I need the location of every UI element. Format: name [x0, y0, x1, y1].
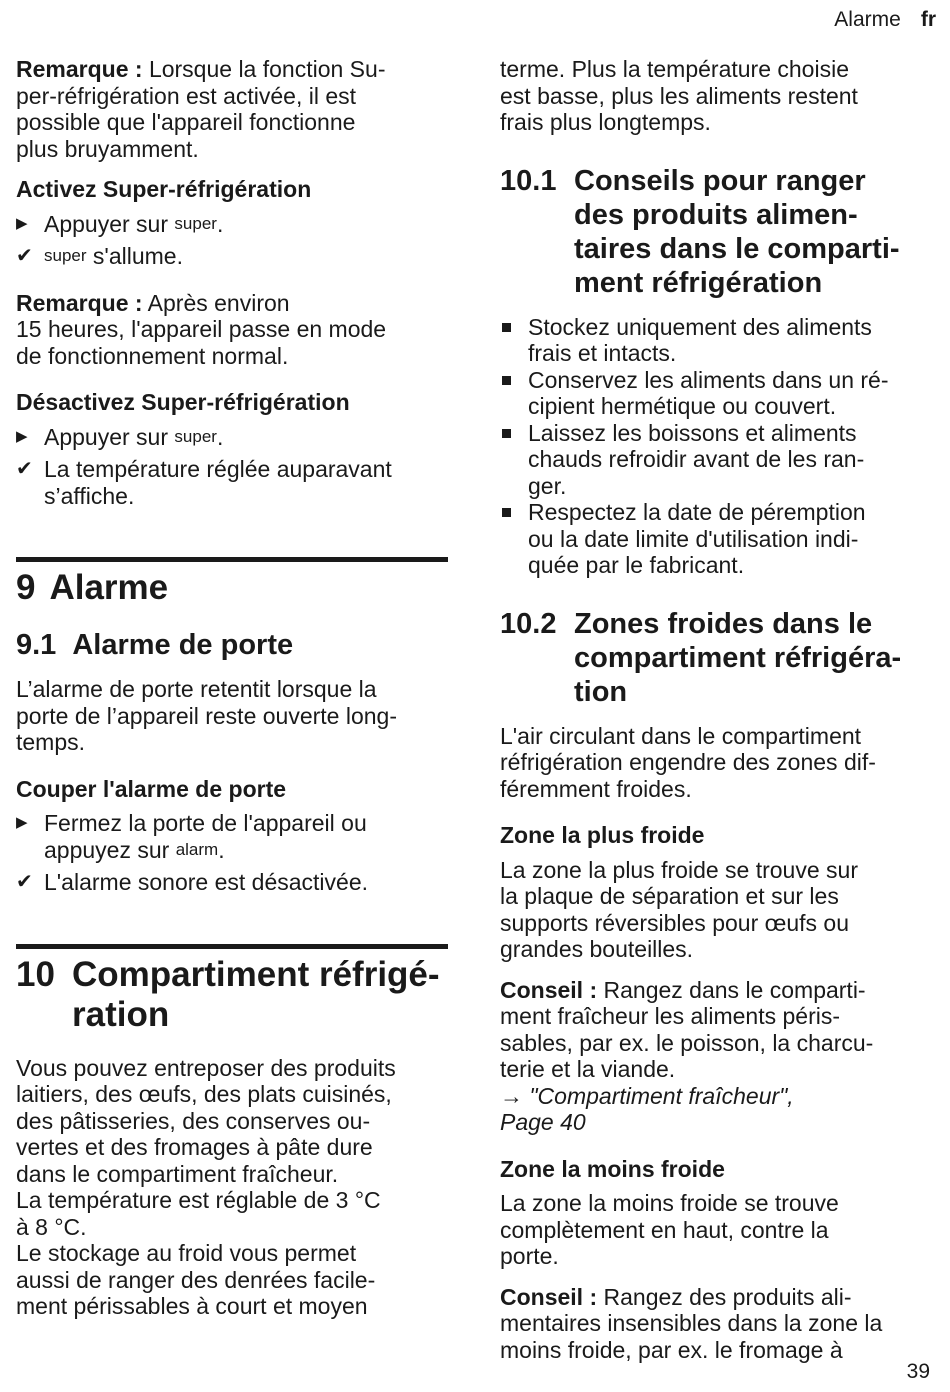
play-arrow-icon: ▶ — [16, 214, 28, 232]
step-item: ▶ Fermez la porte de l'appareil ou appuyez sur alarm. — [16, 810, 367, 863]
alarm-key-label: alarm — [175, 839, 219, 859]
result-item: ✔ L'alarme sonore est désactivée. — [16, 869, 369, 895]
left-column — [16, 56, 448, 1320]
result-item: ✔ La température réglée auparavant s’affiche. — [16, 456, 392, 509]
play-arrow-icon: ▶ — [16, 814, 28, 831]
stop-alarm-steps — [16, 810, 448, 896]
checkmark-icon: ✔ — [16, 245, 33, 267]
super-key-label: super — [174, 426, 217, 446]
list-item: Stockez uniquement des aliments frais et intacts. — [500, 314, 935, 367]
step-item: ▶ Appuyer sur super. — [16, 210, 224, 237]
chapter-10-text-continued: terme. Plus la température choisie est basse, plus les aliments restent frais plus longtemps. — [500, 56, 858, 135]
remark-duration: Remarque : Après environ 15 heures, l'appareil passe en mode de fonctionnement normal. — [16, 289, 387, 369]
right-arrow-icon: → — [500, 1082, 523, 1109]
deactivate-steps — [16, 424, 448, 510]
section-10-1-heading: 10.1 Conseils pour ranger des produits alimen- taires dans le comparti- ment réfrigération — [500, 164, 900, 299]
coldest-zone-heading: Zone la plus froide — [500, 822, 705, 848]
checkmark-icon: ✔ — [16, 871, 33, 893]
tip-fresh-compartment: Conseil : Rangez dans le comparti- ment fraîcheur les aliments péris- sables, par ex. le poisson, la charcu- terie et la viande. → "Compartiment fraîcheur", Page 40 — [500, 976, 874, 1135]
chapter-10-text: Vous pouvez entreposer des produits laitiers, des œufs, des plats cuisinés, des pâtisseries, des conserves ou- vertes et des fromages à pâte dure dans le compartiment fraîcheur. La température est réglable de 3 °C à 8 °C. Le stockage au froid vous permet aussi de ranger des denrées facile- ment périssables à court et moyen — [16, 1054, 396, 1319]
list-item: Conservez les aliments dans un ré- cipient hermétique ou couvert. — [500, 367, 935, 420]
page-number: 39 — [906, 1360, 930, 1383]
square-bullet-icon — [502, 508, 511, 517]
remark-super-cooling: Remarque : Lorsque la fonction Su- per-réfrigération est activée, il est possible que l'appareil fonctionne plus bruyamment. — [16, 56, 386, 162]
square-bullet-icon — [502, 323, 511, 332]
list-item: Respectez la date de péremption ou la date limite d'utilisation indi- quée par le fabricant. — [500, 499, 935, 579]
stop-alarm-heading: Couper l'alarme de porte — [16, 775, 287, 802]
section-9-1-text: L’alarme de porte retentit lorsque la porte de l’appareil reste ouverte long- temps. — [16, 676, 398, 755]
play-arrow-icon: ▶ — [16, 427, 28, 445]
step-item: ▶ Appuyer sur super. — [16, 423, 224, 450]
super-key-label: super — [44, 246, 87, 265]
least-cold-zone-heading: Zone la moins froide — [500, 1155, 725, 1182]
section-10-2-heading: 10.2 Zones froides dans le compartiment réfrigéra- tion — [500, 607, 902, 708]
least-cold-zone-text: La zone la moins froide se trouve complètement en haut, contre la porte. — [500, 1190, 839, 1269]
header-section: Alarme — [834, 8, 901, 31]
chapter-rule — [16, 557, 448, 562]
section-10-2-text: L'air circulant dans le compartiment réfrigération engendre des zones dif- féremment froides. — [500, 722, 876, 802]
page-header — [834, 8, 936, 32]
header-language: fr — [920, 8, 936, 31]
square-bullet-icon — [502, 429, 511, 438]
tip-least-cold-zone: Conseil : Rangez des produits ali- mentaires insensibles dans la zone la moins froide, par ex. le fromage à — [500, 1283, 883, 1363]
chapter-10-heading: 10 Compartiment réfrigé- ration — [16, 954, 440, 1034]
storage-tips-list — [500, 314, 935, 579]
super-key-label: super — [174, 213, 217, 233]
coldest-zone-text: La zone la plus froide se trouve sur la plaque de séparation et sur les supports réversibles pour œufs ou grandes bouteilles. — [500, 856, 858, 962]
tip-label: Conseil : — [500, 976, 598, 1003]
result-item: ✔ super s'allume. — [16, 243, 183, 269]
square-bullet-icon — [502, 376, 511, 385]
right-column — [500, 56, 935, 1363]
remark-label: Remarque : — [16, 289, 143, 316]
chapter-rule — [16, 944, 448, 949]
chapter-9-heading: 9 Alarme — [16, 568, 169, 607]
list-item: Laissez les boissons et aliments chauds refroidir avant de les ran- ger. — [500, 420, 935, 500]
remark-label: Remarque : — [16, 56, 143, 82]
tip-label: Conseil : — [500, 1283, 598, 1310]
section-9-1-heading: 9.1 Alarme de porte — [16, 629, 294, 661]
activate-heading: Activez Super-réfrigération — [16, 176, 312, 202]
activate-steps — [16, 211, 448, 270]
checkmark-icon: ✔ — [16, 458, 33, 480]
cross-reference-link[interactable]: → "Compartiment fraîcheur", Page 40 — [500, 1082, 794, 1135]
deactivate-heading: Désactivez Super-réfrigération — [16, 389, 350, 415]
